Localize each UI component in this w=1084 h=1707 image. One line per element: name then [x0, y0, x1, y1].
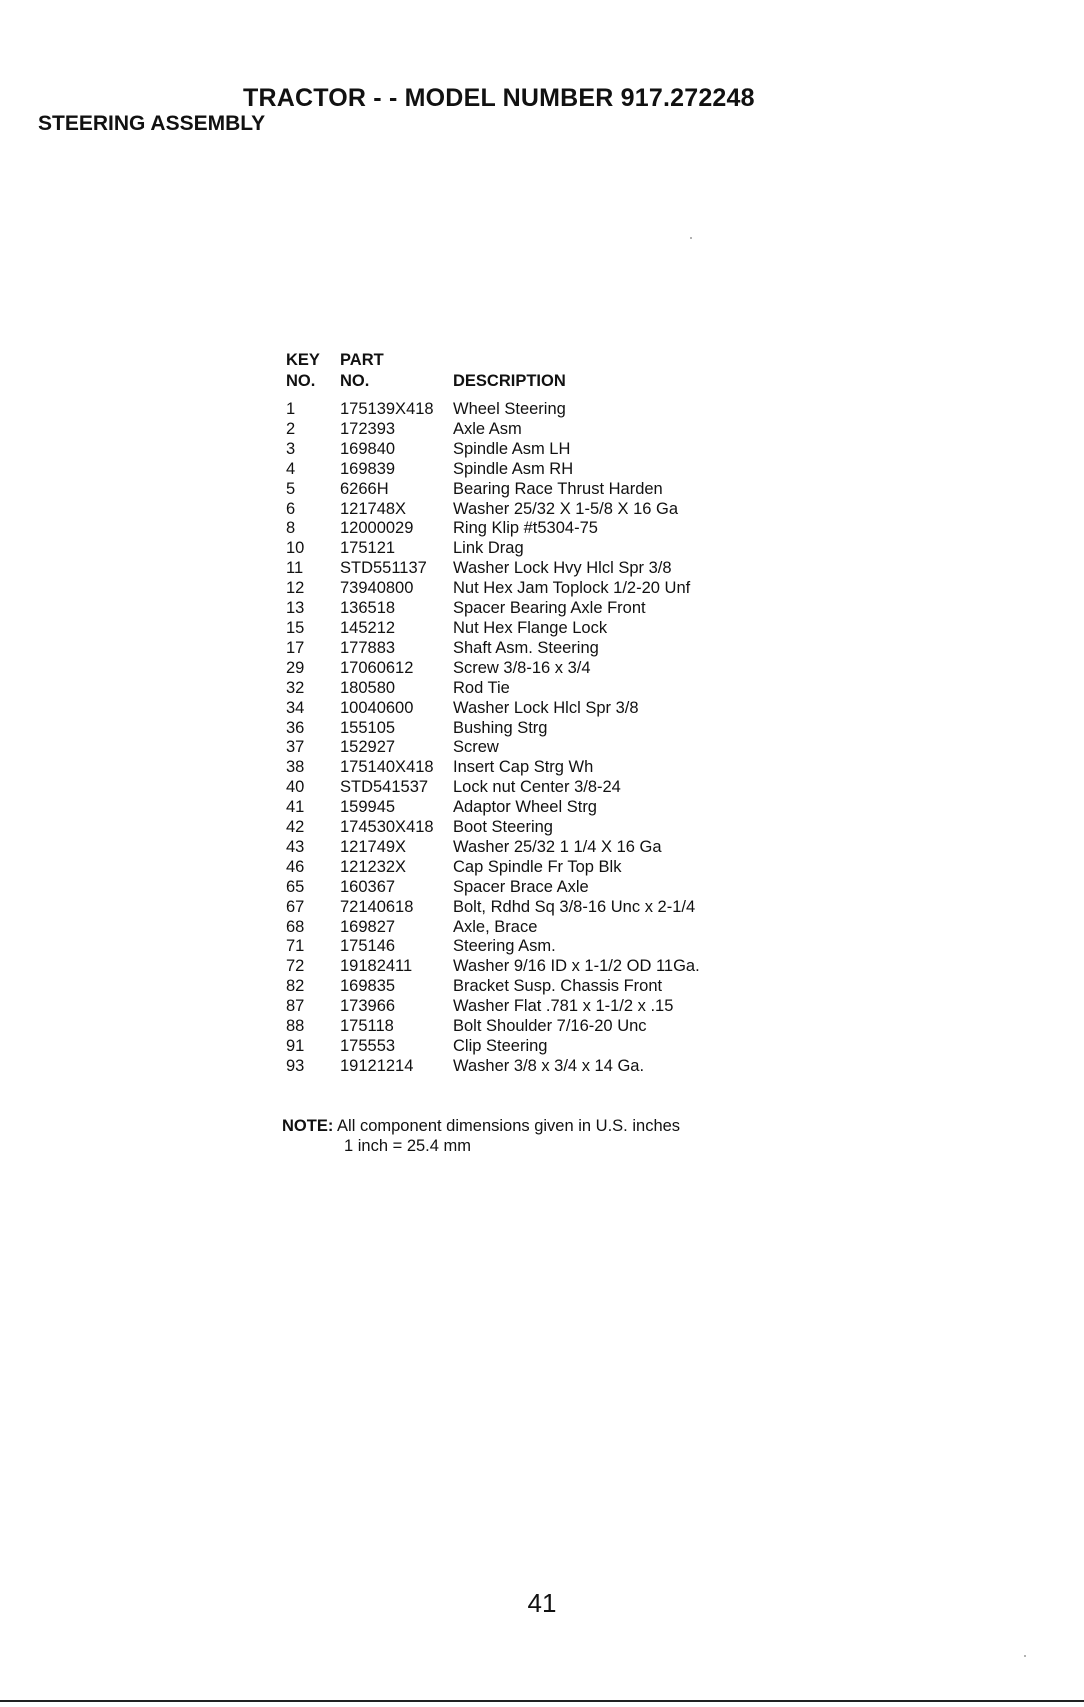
table-row [286, 977, 773, 997]
scan-speck [690, 237, 692, 239]
table-row [286, 440, 773, 460]
part-description: Spacer Brace Axle [453, 877, 589, 896]
part-number: 169835 [340, 977, 396, 996]
section-title: STEERING ASSEMBLY [38, 112, 266, 135]
table-row [286, 719, 773, 739]
part-description: Adaptor Wheel Strg [453, 798, 597, 817]
table-row [286, 460, 773, 480]
key-number: 29 [286, 658, 305, 677]
part-description: Nut Hex Flange Lock [453, 618, 608, 637]
bottom-divider [0, 1700, 1084, 1702]
part-number: 19121214 [340, 1056, 414, 1075]
part-description: Wheel Steering [453, 400, 566, 418]
table-row [286, 937, 773, 957]
part-description: Clip Steering [453, 1037, 548, 1055]
part-number: 160367 [340, 877, 396, 896]
key-number: 10 [286, 539, 305, 558]
table-row [286, 579, 773, 599]
dimensions-note [282, 1116, 680, 1156]
part-number: 136518 [340, 599, 396, 618]
table-row [286, 639, 773, 659]
key-number: 15 [286, 618, 305, 637]
part-number: 175118 [340, 1017, 394, 1036]
table-row [286, 858, 773, 878]
note-conversion: 1 inch = 25.4 mm [344, 1137, 472, 1155]
key-number: 41 [286, 798, 305, 817]
part-number: 175139X418 [340, 400, 434, 418]
header-part-line2: NO. [340, 372, 370, 390]
part-description: Boot Steering [453, 818, 553, 837]
part-number: 121749X [340, 837, 407, 856]
key-number: 11 [286, 559, 304, 578]
part-description: Spindle Asm RH [453, 459, 574, 478]
part-description: Ring Klip #t5304-75 [453, 519, 598, 538]
parts-rows [286, 400, 773, 1077]
part-description: Bolt Shoulder 7/16-20 Unc [453, 1017, 647, 1036]
part-description: Washer 9/16 ID x 1-1/2 OD 11Ga. [453, 957, 700, 976]
part-number: STD541537 [340, 778, 429, 797]
table-row [286, 878, 773, 898]
part-description: Axle Asm [453, 419, 522, 438]
part-description: Shaft Asm. Steering [453, 638, 599, 657]
key-number: 5 [286, 479, 296, 498]
key-number: 46 [286, 857, 305, 876]
page-number: 41 [527, 1588, 557, 1618]
part-number: 152927 [340, 738, 396, 757]
key-number: 91 [286, 1037, 305, 1055]
part-number: 169827 [340, 917, 396, 936]
part-description: Bushing Strg [453, 718, 548, 737]
table-row [286, 1037, 773, 1057]
part-description: Washer Lock Hlcl Spr 3/8 [453, 698, 639, 717]
part-description: Spacer Bearing Axle Front [453, 599, 646, 618]
key-number: 38 [286, 758, 305, 777]
part-number: 169839 [340, 459, 396, 478]
part-number: 175553 [340, 1037, 396, 1055]
table-header-row-1 [286, 350, 773, 371]
table-row [286, 738, 773, 758]
header-spacer [286, 392, 773, 400]
table-row [286, 1057, 773, 1077]
table-row [286, 699, 773, 719]
key-number: 82 [286, 977, 305, 996]
part-description: Screw 3/8-16 x 3/4 [453, 658, 591, 677]
key-number: 67 [286, 897, 305, 916]
part-number: 159945 [340, 798, 396, 817]
note-line-1 [282, 1116, 680, 1136]
part-number: 155105 [340, 718, 396, 737]
part-number: 73940800 [340, 579, 414, 598]
part-description: Insert Cap Strg Wh [453, 758, 594, 777]
part-number: 10040600 [340, 698, 414, 717]
part-number: 175140X418 [340, 758, 434, 777]
part-description: Bolt, Rdhd Sq 3/8-16 Unc x 2-1/4 [453, 897, 696, 916]
table-row [286, 400, 773, 420]
key-number: 72 [286, 957, 305, 976]
page-title: TRACTOR - - MODEL NUMBER 917.272248 [243, 84, 755, 112]
part-description: Steering Asm. [453, 937, 556, 956]
key-number: 3 [286, 439, 296, 458]
part-description: Bracket Susp. Chassis Front [453, 977, 663, 996]
table-row [286, 659, 773, 679]
table-row [286, 838, 773, 858]
table-row [286, 898, 773, 918]
key-number: 17 [286, 638, 305, 657]
table-row [286, 559, 773, 579]
key-number: 1 [286, 400, 296, 418]
key-number: 93 [286, 1056, 305, 1075]
table-row [286, 480, 773, 500]
part-description: Washer 25/32 X 1-5/8 X 16 Ga [453, 499, 679, 518]
part-number: 121232X [340, 857, 407, 876]
part-number: 175121 [340, 539, 396, 558]
table-row [286, 599, 773, 619]
key-number: 12 [286, 579, 305, 598]
table-row [286, 918, 773, 938]
part-description: Bearing Race Thrust Harden [453, 479, 663, 498]
part-number: 169840 [340, 439, 396, 458]
table-row [286, 519, 773, 539]
key-number: 8 [286, 519, 296, 538]
part-number: 174530X418 [340, 818, 434, 837]
part-number: 145212 [340, 618, 396, 637]
part-number: 17060612 [340, 658, 414, 677]
part-description: Axle, Brace [453, 917, 538, 936]
part-number: 19182411 [340, 957, 413, 976]
table-row [286, 619, 773, 639]
part-description: Spindle Asm LH [453, 439, 571, 458]
key-number: 68 [286, 917, 305, 936]
part-number: 172393 [340, 419, 396, 438]
key-number: 6 [286, 499, 296, 518]
part-number: 121748X [340, 499, 407, 518]
part-number: 177883 [340, 638, 396, 657]
table-row [286, 798, 773, 818]
part-description: Washer 3/8 x 3/4 x 14 Ga. [453, 1056, 645, 1075]
header-key-line1: KEY [286, 351, 320, 369]
part-description: Nut Hex Jam Toplock 1/2-20 Unf [453, 579, 691, 598]
table-header-row-2 [286, 371, 773, 392]
parts-list-table [286, 350, 773, 1077]
key-number: 2 [286, 419, 296, 438]
table-row [286, 997, 773, 1017]
part-number: 12000029 [340, 519, 414, 538]
table-row [286, 818, 773, 838]
part-description: Washer 25/32 1 1/4 X 16 Ga [453, 837, 662, 856]
key-number: 32 [286, 678, 305, 697]
key-number: 71 [286, 937, 305, 956]
scan-speck [1024, 1655, 1026, 1657]
key-number: 88 [286, 1017, 305, 1036]
key-number: 37 [286, 738, 305, 757]
note-text: All component dimensions given in U.S. inches [337, 1117, 681, 1135]
key-number: 36 [286, 718, 305, 737]
part-number: 6266H [340, 479, 389, 498]
key-number: 34 [286, 698, 305, 717]
part-description: Rod Tie [453, 678, 510, 697]
key-number: 87 [286, 997, 305, 1016]
part-description: Screw [453, 738, 499, 757]
part-description: Washer Flat .781 x 1-1/2 x .15 [453, 997, 674, 1016]
part-number: 175146 [340, 937, 396, 956]
part-number: STD551137 [340, 559, 427, 578]
header-description: DESCRIPTION [453, 372, 566, 390]
header-key-line2: NO. [286, 372, 316, 390]
table-row [286, 1017, 773, 1037]
table-row [286, 420, 773, 440]
part-description: Lock nut Center 3/8-24 [453, 778, 621, 797]
header-part-line1: PART [340, 351, 384, 369]
part-number: 72140618 [340, 897, 414, 916]
table-row [286, 778, 773, 798]
part-description: Washer Lock Hvy Hlcl Spr 3/8 [453, 559, 672, 578]
part-number: 173966 [340, 997, 396, 1016]
part-description: Cap Spindle Fr Top Blk [453, 857, 622, 876]
note-label: NOTE: [282, 1117, 334, 1135]
key-number: 43 [286, 837, 305, 856]
part-number: 180580 [340, 678, 396, 697]
table-row [286, 679, 773, 699]
table-row [286, 758, 773, 778]
key-number: 13 [286, 599, 305, 618]
part-description: Link Drag [453, 539, 524, 558]
key-number: 65 [286, 877, 305, 896]
header-blank [453, 350, 773, 371]
key-number: 4 [286, 459, 296, 478]
table-row [286, 500, 773, 520]
table-row [286, 957, 773, 977]
key-number: 40 [286, 778, 305, 797]
key-number: 42 [286, 818, 305, 837]
table-row [286, 539, 773, 559]
